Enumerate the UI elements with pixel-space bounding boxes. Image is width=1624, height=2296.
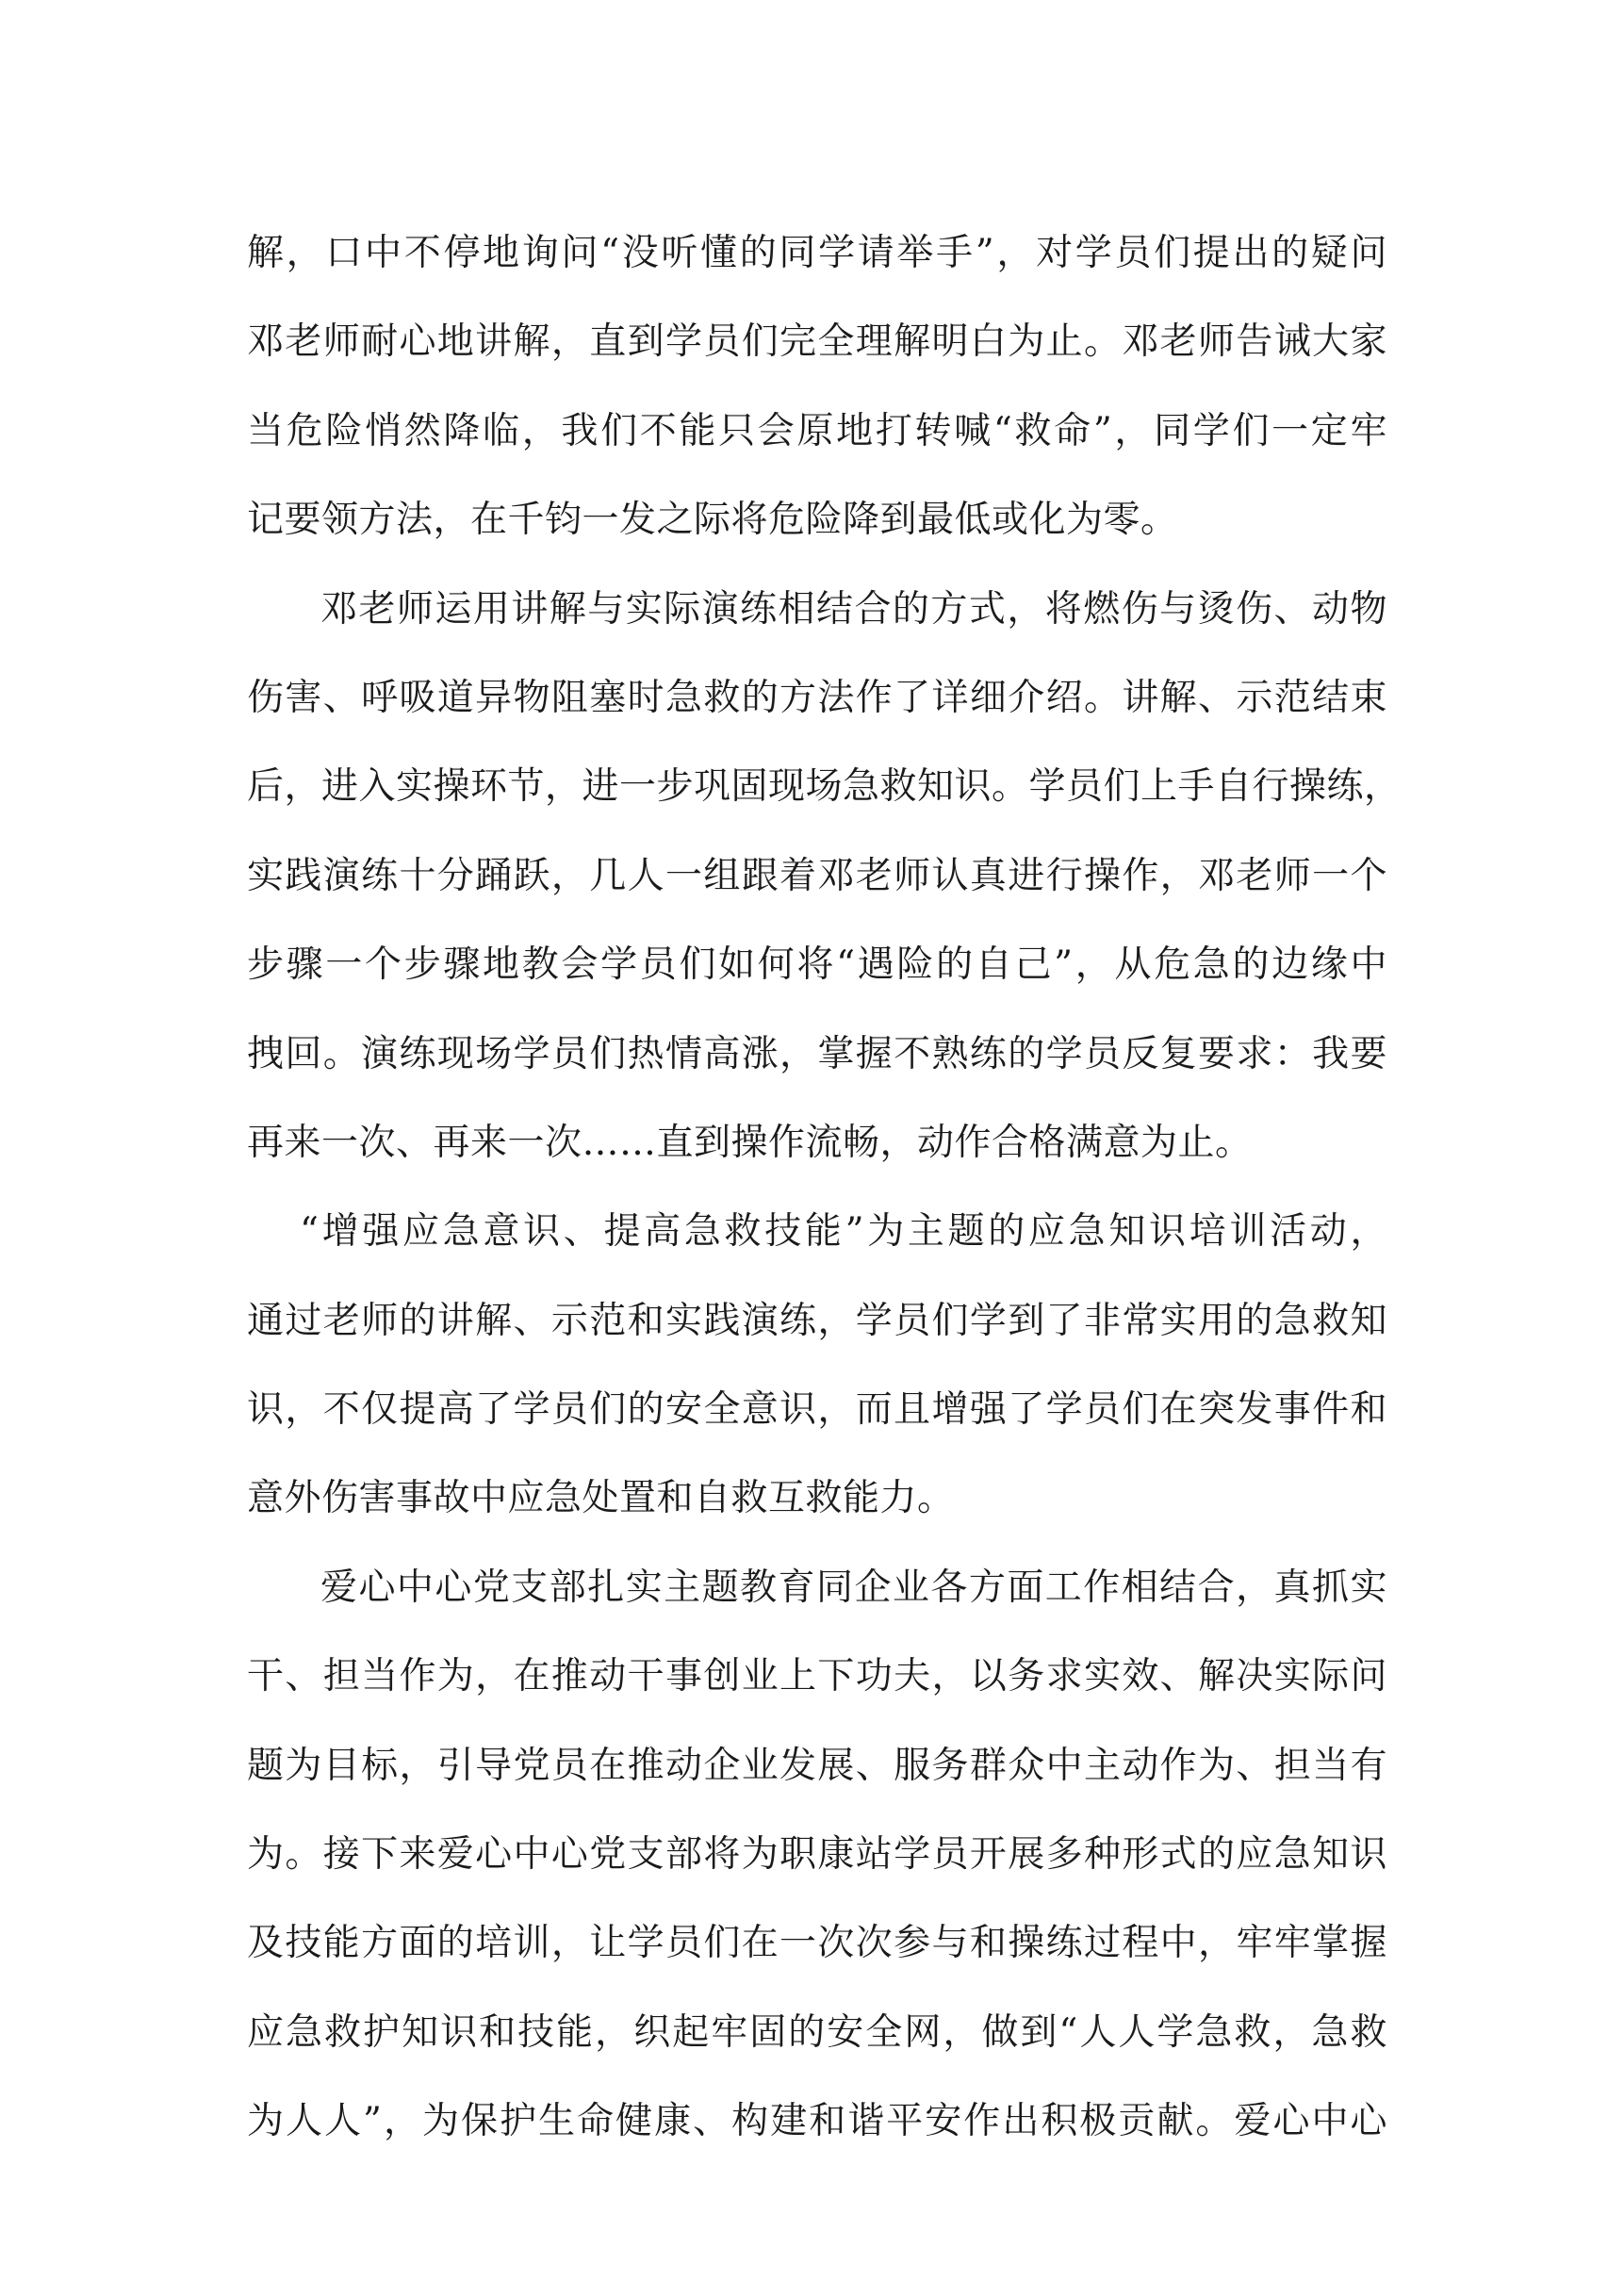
paragraph-first-line: “增强应急意识、提高急救技能”为主题的应急知识培训活动， [300, 1210, 1387, 1254]
body-text-line: 伤害、呼吸道异物阻塞时急救的方法作了详细介绍。讲解、示范结束 [247, 676, 1387, 719]
body-text-line: 后，进入实操环节，进一步巩固现场急救知识。学员们上手自行操练， [247, 765, 1402, 809]
paragraph-first-line: 邓老师运用讲解与实际演练相结合的方式，将燃伤与烫伤、动物 [320, 587, 1387, 631]
body-text-line: 干、担当作为，在推动干事创业上下功夫，以务求实效、解决实际问 [247, 1655, 1387, 1698]
body-text-line: 邓老师耐心地讲解，直到学员们完全理解明白为止。邓老师告诫大家 [247, 320, 1387, 364]
paragraph-first-line: 爱心中心党支部扎实主题教育同企业各方面工作相结合，真抓实 [320, 1566, 1387, 1609]
body-text-line: 解，口中不停地询问“没听懂的同学请举手”，对学员们提出的疑问 [247, 232, 1387, 274]
body-text-line: 实践演练十分踊跃，几人一组跟着邓老师认真进行操作，邓老师一个 [247, 854, 1387, 897]
body-text-line: 意外伤害事故中应急处置和自救互救能力。 [247, 1477, 955, 1520]
body-text-line: 及技能方面的培训，让学员们在一次次参与和操练过程中，牢牢掌握 [247, 1922, 1387, 1965]
body-text-line: 记要领方法，在千钧一发之际将危险降到最低或化为零。 [247, 499, 1178, 542]
body-text-line: 题为目标，引导党员在推动企业发展、服务群众中主动作为、担当有 [247, 1744, 1387, 1787]
body-text-line: 步骤一个步骤地教会学员们如何将“遇险的自己”，从危急的边缘中 [247, 943, 1387, 987]
body-text-line: 为。接下来爱心中心党支部将为职康站学员开展多种形式的应急知识 [247, 1833, 1387, 1877]
body-text-line: 当危险悄然降临，我们不能只会原地打转喊“救命”，同学们一定牢 [247, 409, 1387, 452]
body-text-line: 通过老师的讲解、示范和实践演练，学员们学到了非常实用的急救知 [247, 1299, 1387, 1342]
document-body [247, 209, 1402, 2167]
body-text-line: 应急救护知识和技能，织起牢固的安全网，做到“人人学急救，急救 [247, 2010, 1387, 2054]
body-text-line: 为人人”，为保护生命健康、构建和谐平安作出积极贡献。爱心中心 [247, 2100, 1387, 2143]
body-text-line: 拽回。演练现场学员们热情高涨，掌握不熟练的学员反复要求：我要 [247, 1032, 1387, 1075]
body-text-line: 再来一次、再来一次……直到操作流畅，动作合格满意为止。 [247, 1121, 1253, 1164]
body-text-line: 识，不仅提高了学员们的安全意识，而且增强了学员们在突发事件和 [247, 1388, 1387, 1432]
